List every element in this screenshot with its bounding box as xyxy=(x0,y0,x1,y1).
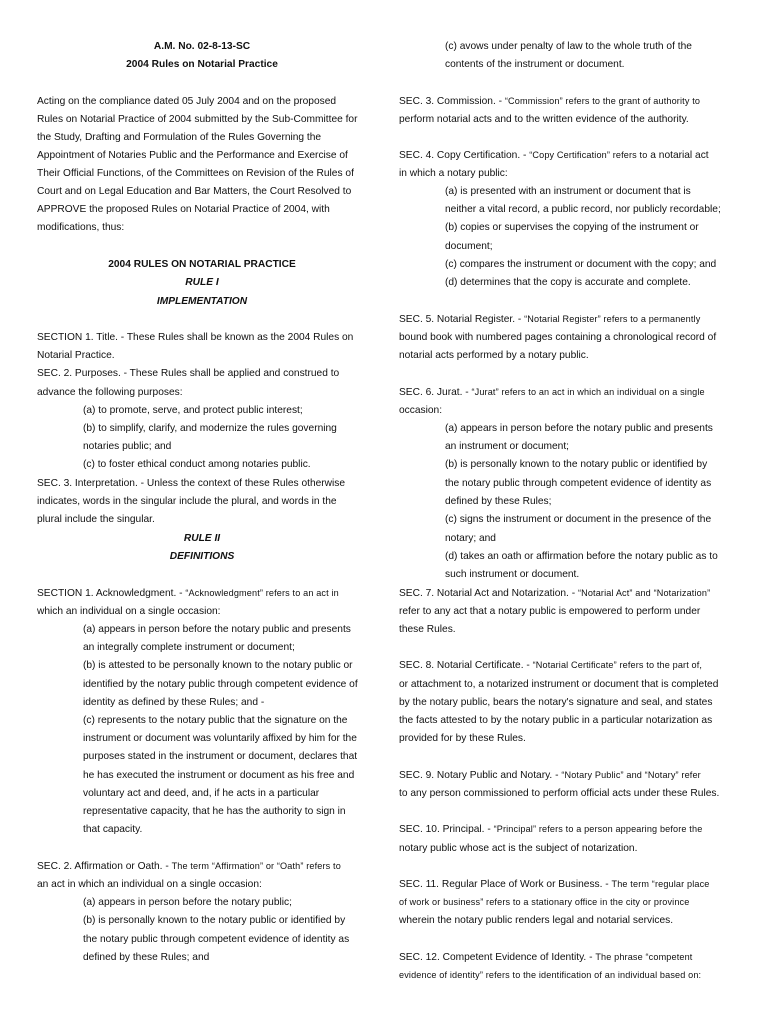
regular-place-line: wherein the notary public renders legal and notarial services. xyxy=(399,915,674,926)
copy-certification-definition: “Copy Certification” refers to xyxy=(529,150,648,160)
affirmation-item: (a) appears in person before the notary public; xyxy=(83,897,292,908)
principal-line: notary public whose act is the subject of notarization. xyxy=(399,843,638,854)
regular-place-definition-line: of work or business” refers to a stationary office in the city or province xyxy=(399,897,690,907)
section-interpretation-line: plural include the singular. xyxy=(37,514,155,525)
rules-heading: 2004 RULES ON NOTARIAL PRACTICE xyxy=(108,259,296,270)
purpose-item: (b) to simplify, clarify, and modernize the rules governing xyxy=(83,423,337,434)
purpose-item: notaries public; and xyxy=(83,441,172,452)
jurat-item: defined by these Rules; xyxy=(445,496,552,507)
notary-public-heading xyxy=(399,769,701,782)
jurat-definition: “Jurat” refers to an act in which an individual on a single xyxy=(471,387,705,397)
acknowledgment-lead: SECTION 1. Acknowledgment. - xyxy=(37,588,186,599)
section-title-line: SECTION 1. Title. - These Rules shall be known as the 2004 Rules on xyxy=(37,332,354,343)
copy-certification-lead: SEC. 4. Copy Certification. - xyxy=(399,150,530,161)
acknowledgment-item: identified by the notary public through competent evidence of xyxy=(83,679,358,690)
commission-heading xyxy=(399,95,700,108)
competent-evidence-definition: The phrase “competent xyxy=(595,952,693,962)
section-title-line: Notarial Practice. xyxy=(37,350,115,361)
affirmation-item: the notary public through competent evidence of identity as xyxy=(83,934,350,945)
notary-public-lead: SEC. 9. Notary Public and Notary. - xyxy=(399,770,562,781)
rule-1-label: RULE I xyxy=(185,277,219,288)
jurat-item: such instrument or document. xyxy=(445,569,580,580)
rule-1-name: IMPLEMENTATION xyxy=(156,296,248,307)
affirmation-definition: The term “Affirmation” or “Oath” refers to xyxy=(171,861,341,871)
copy-certification-item: (d) determines that the copy is accurate and complete. xyxy=(445,277,691,288)
notarial-certificate-lead: SEC. 8. Notarial Certificate. - xyxy=(399,660,533,671)
rule-2-label: RULE II xyxy=(183,533,221,544)
affirmation-item-continued: (c) avows under penalty of law to the whole truth of the xyxy=(445,41,692,52)
acknowledgment-item: purposes stated in the instrument or document, declares that xyxy=(83,751,358,762)
copy-certification-line: in which a notary public: xyxy=(399,168,508,179)
intro-line: Appointment of Notaries Public and the Performance and Exercise of xyxy=(37,150,348,161)
notarial-certificate-heading xyxy=(399,659,702,672)
jurat-item: (a) appears in person before the notary public and presents xyxy=(445,423,713,434)
acknowledgment-item: an integrally complete instrument or document; xyxy=(83,642,295,653)
copy-certification-item: (b) copies or supervises the copying of the instrument or xyxy=(445,222,699,233)
notarial-register-line: bound book with numbered pages containing a chronological record of xyxy=(399,332,717,343)
intro-line: Acting on the compliance dated 05 July 2004 and on the proposed xyxy=(37,96,337,107)
acknowledgment-item: he has executed the instrument or document as his free and xyxy=(83,770,355,781)
regular-place-heading xyxy=(399,878,709,891)
regular-place-definition: The term “regular place xyxy=(611,879,710,889)
purpose-item: (a) to promote, serve, and protect public interest; xyxy=(83,405,303,416)
copy-certification-tail: a notarial act xyxy=(647,150,709,161)
affirmation-line: an act in which an individual on a single occasion: xyxy=(37,879,262,890)
principal-heading xyxy=(399,823,702,836)
intro-line: modifications, thus: xyxy=(37,222,125,233)
principal-definition: “Principal” refers to a person appearing before the xyxy=(493,824,703,834)
competent-evidence-definition-line: evidence of identity” refers to the identification of an individual based on: xyxy=(399,970,702,980)
competent-evidence-heading xyxy=(399,951,692,964)
affirmation-item: (b) is personally known to the notary public or identified by xyxy=(83,915,346,926)
section-interpretation-line: indicates, words in the singular include the plural, and words in the xyxy=(37,496,337,507)
docket-number: A.M. No. 02-8-13-SC xyxy=(153,41,251,52)
rule-2-name: DEFINITIONS xyxy=(169,551,235,562)
acknowledgment-item: (a) appears in person before the notary public and presents xyxy=(83,624,351,635)
section-purposes-line: advance the following purposes: xyxy=(37,387,183,398)
intro-line: Court and on Legal Education and Bar Matters, the Court Resolved to xyxy=(37,186,352,197)
competent-evidence-lead: SEC. 12. Competent Evidence of Identity. - xyxy=(399,952,596,963)
document-title: 2004 Rules on Notarial Practice xyxy=(126,59,278,70)
notarial-act-lead: SEC. 7. Notarial Act and Notarization. - xyxy=(399,588,578,599)
commission-lead: SEC. 3. Commission. - xyxy=(399,96,505,107)
notarial-act-line: these Rules. xyxy=(399,624,456,635)
acknowledgment-item: identity as defined by these Rules; and - xyxy=(83,697,265,708)
jurat-item: (b) is personally known to the notary public or identified by xyxy=(445,459,708,470)
notarial-certificate-line: by the notary public, bears the notary's signature and seal, and states xyxy=(399,697,713,708)
notarial-register-definition: “Notarial Register” refers to a permanently xyxy=(524,314,701,324)
affirmation-heading xyxy=(37,860,341,873)
notarial-register-heading xyxy=(399,313,700,326)
commission-definition: “Commission” refers to the grant of authority to xyxy=(504,96,701,106)
acknowledgment-heading xyxy=(37,587,339,600)
acknowledgment-item: instrument or document was voluntarily affixed by him for the xyxy=(83,733,357,744)
principal-lead: SEC. 10. Principal. - xyxy=(399,824,494,835)
acknowledgment-item: voluntary act and deed, and, if he acts in a particular xyxy=(83,788,320,799)
notary-public-definition: “Notary Public” and “Notary” refer xyxy=(561,770,701,780)
acknowledgment-item: (b) is attested to be personally known to the notary public or xyxy=(83,660,353,671)
jurat-heading xyxy=(399,386,705,399)
copy-certification-heading xyxy=(399,149,709,162)
jurat-item: notary; and xyxy=(445,533,496,544)
copy-certification-item: document; xyxy=(445,241,493,252)
affirmation-item: defined by these Rules; and xyxy=(83,952,210,963)
jurat-line: occasion: xyxy=(399,405,443,416)
copy-certification-item: neither a vital record, a public record, nor publicly recordable; xyxy=(445,204,721,215)
copy-certification-item: (c) compares the instrument or document with the copy; and xyxy=(445,259,717,270)
jurat-item: (d) takes an oath or affirmation before the notary public as to xyxy=(445,551,718,562)
intro-line: APPROVE the proposed Rules on Notarial Practice of 2004, with xyxy=(37,204,330,215)
jurat-item: an instrument or document; xyxy=(445,441,570,452)
notarial-act-line: refer to any act that a notary public is empowered to perform under xyxy=(399,606,701,617)
acknowledgment-item: (c) represents to the notary public that the signature on the xyxy=(83,715,348,726)
jurat-lead: SEC. 6. Jurat. - xyxy=(399,387,472,398)
notarial-certificate-definition: “Notarial Certificate” refers to the part of, xyxy=(532,660,703,670)
notarial-certificate-line: provided for by these Rules. xyxy=(399,733,526,744)
acknowledgment-item: representative capacity, that he has the authority to sign in xyxy=(83,806,346,817)
commission-line: perform notarial acts and to the written evidence of the authority. xyxy=(399,114,689,125)
acknowledgment-item: that capacity. xyxy=(83,824,143,835)
notarial-register-lead: SEC. 5. Notarial Register. - xyxy=(399,314,525,325)
notarial-certificate-line: the facts attested to by the notary public in a particular notarization as xyxy=(399,715,713,726)
intro-line: the Study, Drafting and Formulation of the Rules Governing the xyxy=(37,132,322,143)
acknowledgment-line: which an individual on a single occasion: xyxy=(37,606,221,617)
intro-line: Their Official Functions, of the Committees on Revision of the Rules of xyxy=(37,168,354,179)
copy-certification-item: (a) is presented with an instrument or document that is xyxy=(445,186,691,197)
notarial-register-line: notarial acts performed by a notary public. xyxy=(399,350,589,361)
jurat-item: the notary public through competent evidence of identity as xyxy=(445,478,712,489)
intro-line: Rules on Notarial Practice of 2004 submitted by the Sub-Committee for xyxy=(37,114,358,125)
regular-place-lead: SEC. 11. Regular Place of Work or Business. - xyxy=(399,879,612,890)
section-purposes-line: SEC. 2. Purposes. - These Rules shall be applied and construed to xyxy=(37,368,340,379)
acknowledgment-definition: “Acknowledgment” refers to an act in xyxy=(185,588,339,598)
notarial-certificate-line: or attachment to, a notarized instrument or document that is completed xyxy=(399,679,719,690)
notary-public-line: to any person commissioned to perform official acts under these Rules. xyxy=(399,788,720,799)
notarial-act-definition: “Notarial Act” and “Notarization” xyxy=(577,588,711,598)
affirmation-lead: SEC. 2. Affirmation or Oath. - xyxy=(37,861,172,872)
jurat-item: (c) signs the instrument or document in the presence of the xyxy=(445,514,712,525)
notarial-act-heading xyxy=(399,587,710,600)
affirmation-item-continued: contents of the instrument or document. xyxy=(445,59,625,70)
purpose-item: (c) to foster ethical conduct among notaries public. xyxy=(83,459,311,470)
section-interpretation-line: SEC. 3. Interpretation. - Unless the context of these Rules otherwise xyxy=(37,478,346,489)
